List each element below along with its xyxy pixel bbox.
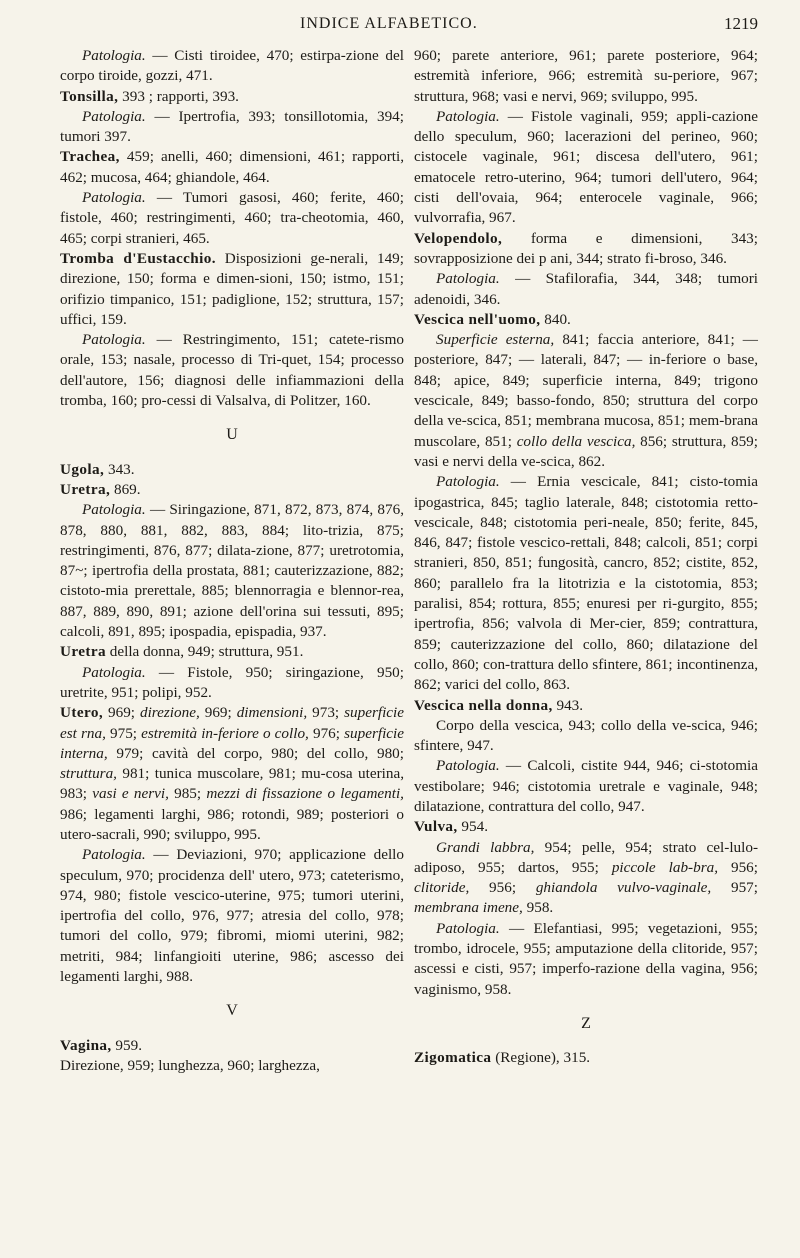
index-entry: Patologia. — Siringazione, 871, 872, 873, 874, 876, 878, 880, 881, 882, 883, 884; lito-trizia, 875; restringimenti, 876, 877; dilata-zione, 877; uretrotomia, 87~; ipertrofia della prostata, 881; cauterizzazione, 882; cistoto-mia prerettale, 885; blennorragia e blennor-rea, 887, 889, 890, 891; azione dell'orina sui tessuti, 895; calcoli, 891, 895; ipospadia, epispadia, 937. bbox=[60, 501, 404, 641]
index-entry: Vescica nella donna, 943. bbox=[414, 696, 584, 714]
page-number: 1219 bbox=[724, 14, 758, 33]
section-letter: V bbox=[226, 1002, 238, 1020]
index-entry: Patologia. — Stafilorafia, 344, 348; tumori adenoidi, 346. bbox=[414, 270, 758, 308]
entry-heading: Vescica nella donna, bbox=[414, 696, 553, 714]
index-entry: Tromba d'Eustacchio. Disposizioni ge-nerali, 149; direzione, 150; forma e dimen-sioni, 150; istmo, 151; orifizio timpanico, 151; padiglione, 152; struttura, 157; uffici, 159. bbox=[60, 249, 404, 328]
index-entry: Uretra, 869. bbox=[60, 480, 141, 498]
index-entry: Direzione, 959; lunghezza, 960; larghezza, bbox=[60, 1056, 320, 1074]
index-entry: Patologia. — Ernia vescicale, 841; cisto-tomia ipogastrica, 845; taglio laterale, 848; cistotomia retto-vescicale, 848; cistotomia peri-neale, 850; ferite, 845, 846, 847; fistole vescico-rettali, 848; calcoli, 851; corpi stranieri, 850, 851; fungosità, cancro, 852; cistite, 852, 860; parallelo fra la litotrizia e la cistotomia, 853; paralisi, 854; rottura, 855; enuresi per ri-gurgito, 855; ipertrofia, 856; valvola di Mer-cier, 859; contrattura, 859; cauterizzazione del collo, 860; dilatazione del collo, 860; con-trattura dello sfintere, 861; incontinenza, 862; varici del collo, 863. bbox=[414, 473, 758, 694]
index-entry: Utero, 969; direzione, 969; dimensioni, 973; superficie est rna, 975; estremità in-feriore o collo, 976; superficie interna, 979; cavità del corpo, 980; del collo, 980; struttura, 981; tunica muscolare, 981; mu-cosa uterina, 983; vasi e nervi, 985; mezzi di fissazione o legamenti, 986; legamenti larghi, 986; rotondi, 989; posteriori o utero-sacrali, 990; sviluppo, 995. bbox=[60, 704, 404, 843]
entry-heading: Vescica nell'uomo, bbox=[414, 310, 541, 328]
section-letter: U bbox=[226, 426, 238, 444]
index-entry: Patologia. — Fistole vaginali, 959; appli-cazione dello speculum, 960; lacerazioni del perineo, 960; cistocele vaginale, 961; discesa dell'utero, 961; ematocele retro-uterino, 964; tumori dell'utero, 964; cisti dell'ovaia, 964; enterocele vaginale, 966; vulvorrafia, 967. bbox=[414, 107, 758, 227]
entry-heading: Utero, bbox=[60, 704, 104, 722]
index-entry: Superficie esterna, 841; faccia anteriore, 841; — posteriore, 847; — laterali, 847; — in-feriore o base, 848; apice, 849; superficie interna, 849; trigono vescicale, 849; basso-fondo, 850; struttura del corpo della ve-scica, 851; membrana mucosa, 851; mem-brana muscolare, 851; collo della vescica, 856; struttura, 859; vasi e nervi della ve-scica, 862. bbox=[414, 331, 758, 470]
entry-heading: Zigomatica bbox=[414, 1049, 492, 1067]
entry-heading: Trachea, bbox=[60, 148, 120, 166]
index-entry: Patologia. — Cisti tiroidee, 470; estirpa-zione del corpo tiroide, gozzi, 471. bbox=[60, 47, 404, 85]
index-entry: Zigomatica (Regione), 315. bbox=[414, 1049, 591, 1067]
entry-heading: Velopendolo, bbox=[414, 229, 503, 247]
entry-heading: Uretra, bbox=[60, 480, 111, 498]
index-entry: Vulva, 954. bbox=[414, 818, 488, 836]
running-title: INDICE ALFABETICO. bbox=[300, 15, 478, 32]
index-entry: Grandi labbra, 954; pelle, 954; strato cel-lulo-adiposo, 955; dartos, 955; piccole lab-bra, 956; clitoride, 956; ghiandola vulvo-vaginale, 957; membrana imene, 958. bbox=[414, 838, 758, 917]
index-entry: Trachea, 459; anelli, 460; dimensioni, 461; rapporti, 462; mucosa, 464; ghiandole, 464. bbox=[60, 148, 404, 186]
entry-heading: Uretra bbox=[60, 643, 106, 661]
index-entry: Patologia. — Elefantiasi, 995; vegetazioni, 955; trombo, idrocele, 955; amputazione della clitoride, 957; ascessi e cisti, 957; imperfo-razione della vagina, 956; vaginismo, 958. bbox=[414, 919, 758, 998]
index-entry: Uretra della donna, 949; struttura, 951. bbox=[60, 643, 304, 661]
index-entry: Tonsilla, 393 ; rapporti, 393. bbox=[60, 87, 239, 105]
index-entry: Patologia. — Tumori gasosi, 460; ferite, 460; fistole, 460; restringimenti, 460; tra-cheotomia, 460, 465; corpi stranieri, 465. bbox=[60, 189, 404, 247]
index-entry: Patologia. — Deviazioni, 970; applicazione dello speculum, 970; procidenza dell' utero, 973; cateterismo, 974, 980; fistole vescico-uterine, 975; tumori uterini, ipertrofia del collo, 976, 977; atresia del collo, 978; tumori del collo, 979; fibromi, miomi uterini, 982; metriti, 984; linfangioiti uterine, 986; ascesso dei legamenti larghi, 988. bbox=[60, 846, 404, 986]
index-entry: Velopendolo, forma e dimensioni, 343; sovrapposizione dei p ani, 344; strato fi-broso, 346. bbox=[414, 229, 758, 267]
index-entry: 960; parete anteriore, 961; parete posteriore, 964; estremità inferiore, 966; estremità su-periore, 967; struttura, 968; vasi e nervi, 969; sviluppo, 995. bbox=[414, 47, 758, 105]
entry-heading: Vagina, bbox=[60, 1036, 112, 1054]
page-header bbox=[0, 6, 800, 42]
left-column bbox=[60, 46, 404, 1076]
index-entry: Patologia. — Ipertrofia, 393; tonsillotomia, 394; tumori 397. bbox=[60, 107, 404, 146]
index-entry: Vescica nell'uomo, 840. bbox=[414, 310, 571, 328]
entry-heading: Tromba d'Eustacchio. bbox=[60, 249, 216, 267]
section-letter: Z bbox=[581, 1014, 591, 1032]
index-entry: Patologia. — Calcoli, cistite 944, 946; ci-stotomia vestibolare; 946; cistotomia uretrale e vaginale, 948; dilatazione, contrattura del collo, 947. bbox=[414, 757, 758, 815]
index-entry: Patologia. — Restringimento, 151; catete-rismo orale, 153; nasale, processo di Tri-quet, 154; processo dell'autore, 156; diagnosi delle infiammazioni della tromba, 160; pro-cessi di Valsalva, di Politzer, 160. bbox=[60, 331, 404, 410]
index-entry: Patologia. — Fistole, 950; siringazione, 950; uretrite, 951; polipi, 952. bbox=[60, 663, 404, 701]
index-entry: Vagina, 959. bbox=[60, 1036, 142, 1054]
entry-heading: Tonsilla, bbox=[60, 87, 119, 105]
index-entry: Ugola, 343. bbox=[60, 460, 135, 478]
index-entry: Corpo della vescica, 943; collo della ve-scica, 946; sfintere, 947. bbox=[414, 716, 758, 755]
entry-heading: Vulva, bbox=[414, 818, 458, 836]
right-column bbox=[414, 46, 758, 1069]
entry-heading: Ugola, bbox=[60, 460, 105, 478]
